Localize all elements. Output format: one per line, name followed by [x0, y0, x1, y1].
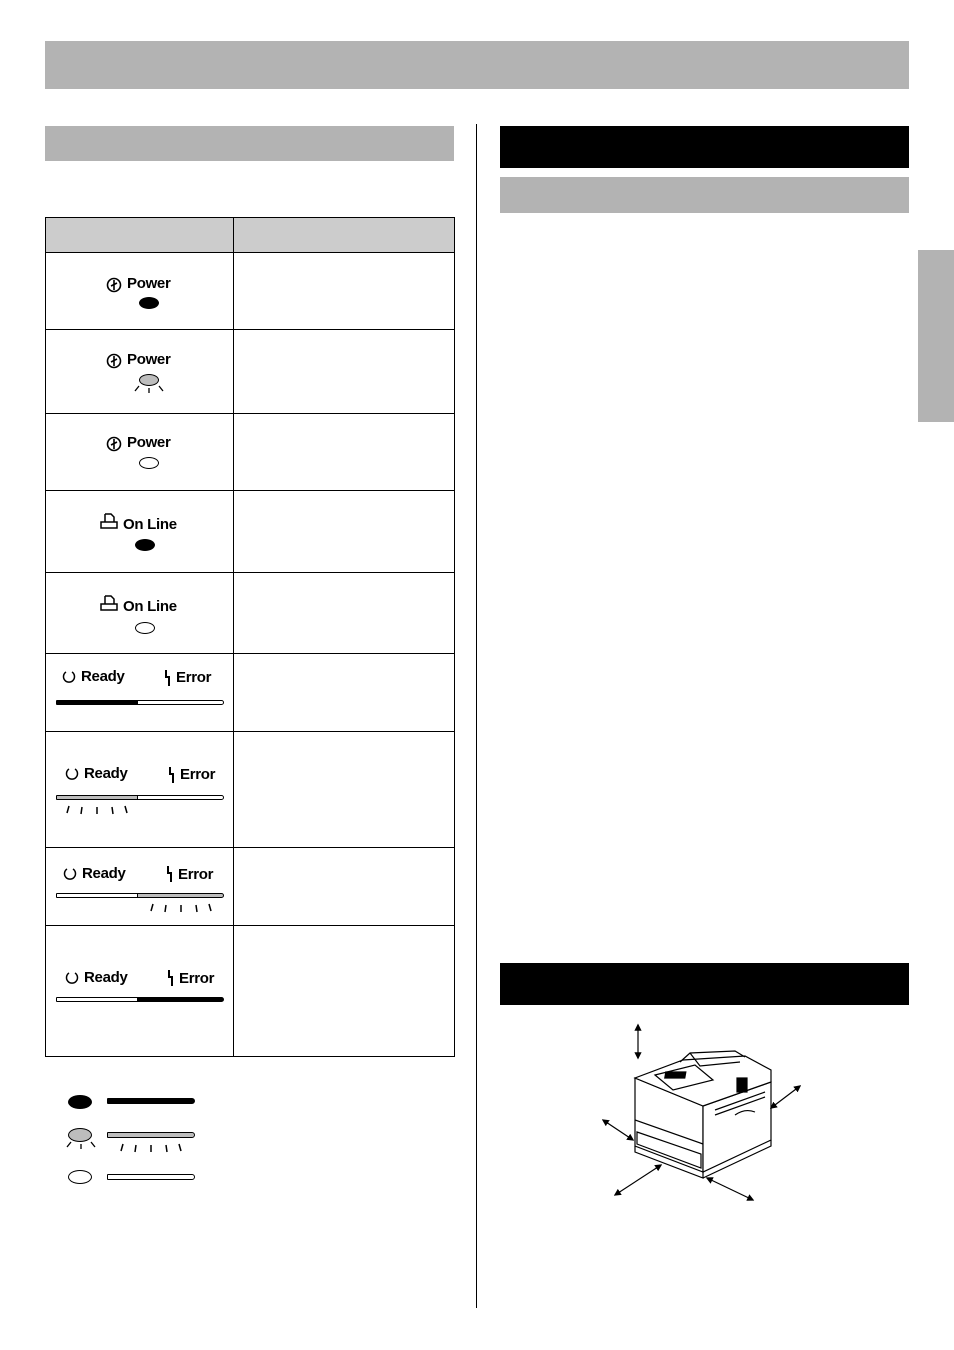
- blink-rays-icon: [65, 1140, 97, 1150]
- ready-label: Ready: [82, 865, 126, 882]
- ready-label: Ready: [84, 765, 128, 782]
- description-cell: [234, 926, 455, 1057]
- table-header-cell: [234, 218, 455, 253]
- led-status-table: [45, 217, 455, 1057]
- ready-strip-off: [56, 997, 138, 1002]
- led-cell: [46, 414, 234, 491]
- led-cell: [46, 848, 234, 926]
- printer-clearance-illustration: [595, 1020, 815, 1205]
- table-row: [46, 491, 455, 573]
- legend-strip-on: [107, 1098, 195, 1104]
- led-indicator-off: [135, 622, 155, 634]
- legend: [60, 1088, 210, 1188]
- error-label: Error: [176, 669, 212, 686]
- legend-led-off: [68, 1170, 92, 1184]
- legend-strip-off: [107, 1174, 195, 1180]
- error-label: Error: [179, 970, 215, 987]
- left-intro-text: [45, 180, 454, 200]
- column-divider: [476, 124, 477, 1308]
- table-row: [46, 848, 455, 926]
- description-cell: [234, 654, 455, 732]
- led-cell: [46, 654, 234, 732]
- blink-rays-icon: [64, 804, 130, 816]
- description-cell: [234, 573, 455, 654]
- right-section1-title-bar: [500, 126, 909, 168]
- description-cell: [234, 330, 455, 414]
- table-row: [46, 732, 455, 848]
- ready-circle-icon: [65, 971, 79, 985]
- table-row: [46, 926, 455, 1057]
- power-icon: [106, 436, 122, 452]
- led-cell: [46, 732, 234, 848]
- description-cell: [234, 491, 455, 573]
- error-strip-off: [137, 795, 224, 800]
- table-header-cell: [46, 218, 234, 253]
- blink-rays-icon: [134, 384, 164, 394]
- led-indicator-off: [139, 457, 159, 469]
- legend-strip-blinking: [107, 1132, 195, 1138]
- power-icon: [106, 353, 122, 369]
- led-cell: [46, 926, 234, 1057]
- ready-label: Ready: [84, 969, 128, 986]
- led-cell: [46, 573, 234, 654]
- led-label: On Line: [123, 598, 177, 615]
- error-bolt-icon: [164, 670, 172, 686]
- ready-label: Ready: [81, 668, 125, 685]
- led-label: On Line: [123, 516, 177, 533]
- led-cell: [46, 253, 234, 330]
- error-strip-blinking: [137, 893, 224, 898]
- led-cell: [46, 330, 234, 414]
- page-header-bar: [45, 41, 909, 89]
- led-label: Power: [127, 275, 171, 292]
- description-cell: [234, 414, 455, 491]
- left-section-title-bar: [45, 126, 454, 161]
- blink-rays-icon: [148, 902, 214, 914]
- online-printer-icon: [100, 595, 118, 612]
- table-row: [46, 414, 455, 491]
- table-row: [46, 654, 455, 732]
- led-indicator-on: [139, 297, 159, 309]
- description-cell: [234, 732, 455, 848]
- ready-strip-on: [56, 700, 138, 705]
- ready-circle-icon: [62, 670, 76, 684]
- led-indicator-on: [135, 539, 155, 551]
- side-tab: [918, 250, 954, 422]
- description-cell: [234, 848, 455, 926]
- online-printer-icon: [100, 513, 118, 530]
- error-bolt-icon: [166, 866, 174, 882]
- ready-strip-off: [56, 893, 138, 898]
- error-strip-on: [137, 997, 224, 1002]
- description-cell: [234, 253, 455, 330]
- right-section2-title-bar: [500, 963, 909, 1005]
- table-row: [46, 573, 455, 654]
- led-label: Power: [127, 434, 171, 451]
- led-label: Power: [127, 351, 171, 368]
- error-strip-off: [137, 700, 224, 705]
- led-cell: [46, 491, 234, 573]
- error-label: Error: [180, 766, 216, 783]
- blink-rays-icon: [118, 1142, 184, 1154]
- power-icon: [106, 277, 122, 293]
- error-bolt-icon: [168, 767, 176, 783]
- right-section1-subtitle-bar: [500, 177, 909, 213]
- error-label: Error: [178, 866, 214, 883]
- ready-strip-blinking: [56, 795, 138, 800]
- table-row: [46, 330, 455, 414]
- table-row: [46, 253, 455, 330]
- error-bolt-icon: [167, 970, 175, 986]
- ready-circle-icon: [63, 867, 77, 881]
- legend-led-on: [68, 1095, 92, 1109]
- ready-circle-icon: [65, 767, 79, 781]
- table-header-row: [46, 218, 455, 253]
